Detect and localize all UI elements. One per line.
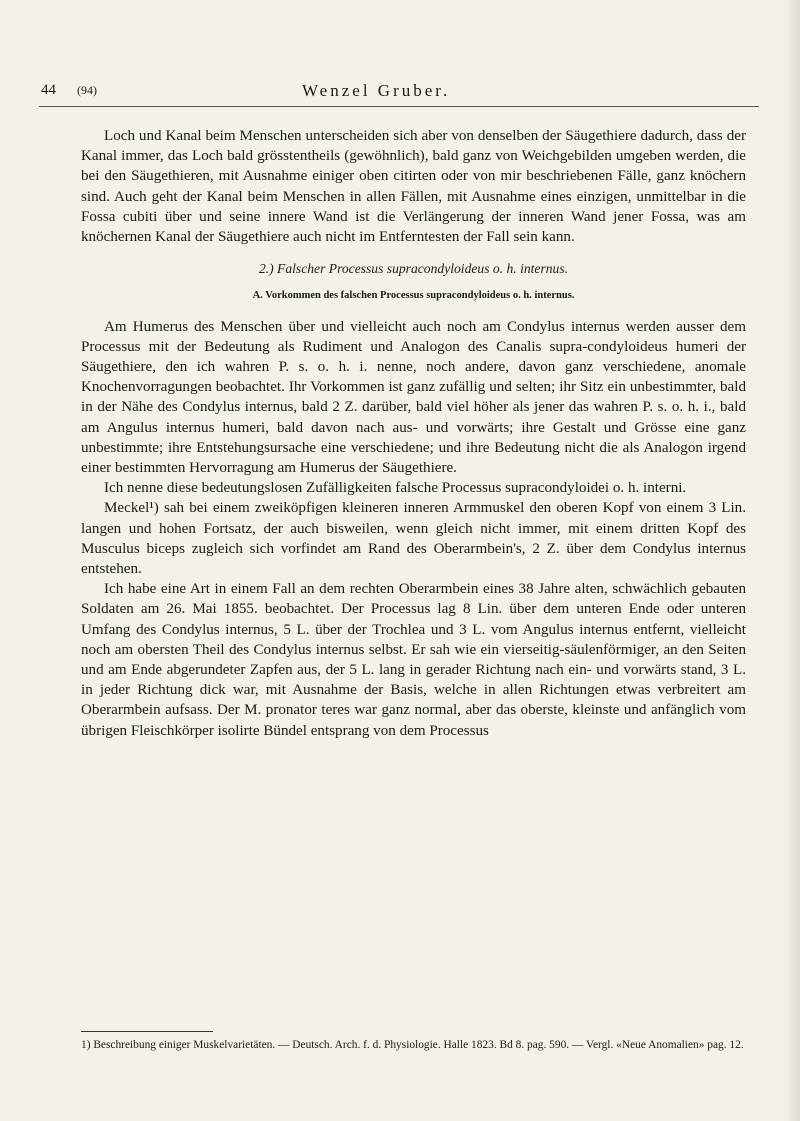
footnote-rule xyxy=(81,1031,213,1032)
section-number: (94) xyxy=(77,83,97,97)
body-text xyxy=(81,126,746,741)
running-header xyxy=(39,82,759,107)
paragraph-4: Meckel¹) sah bei einem zweiköpfigen kleineren inneren Armmuskel den oberen Kopf von einem 3 Lin. langen und hohen Fortsatz, der auch bisweilen, wenn gleich nicht immer, mit einem dritten Kopf des Musculus biceps zugleich sich vorfindet am Rand des Oberarmbein's, 2 Z. über dem Condylus internus entstehen. xyxy=(81,500,746,578)
author-name: Wenzel Gruber. xyxy=(302,81,451,100)
footnote-1: 1) Beschreibung einiger Muskelvarietäten. — Deutsch. Arch. f. d. Physiologie. Halle 1823. Bd 8. pag. 590. — Vergl. «Neue Anomalien» pag. 12. xyxy=(81,1039,744,1051)
paragraph-2: Am Humerus des Menschen über und vielleicht auch noch am Condylus internus werden ausser dem Processus mit der Bedeutung als Rudiment und Analogon des Canalis supra-condyloideus humeri der Säugethiere, den ich wahren P. s. o. h. i. nenne, noch andere, davon ganz verschiedene, anomale Knochenvorragungen beobachtet. Ihr Vorkommen ist ganz zufällig und selten; ihr Sitz ein unbestimmter, bald in der Nähe des Condylus internus, bald 2 Z. darüber, bald viel höher als jener das wahren P. s. o. h. i., bald am Angulus internus humeri, bald davon nach aus- und vorwärts; ihre Gestalt und Grösse eine ganz unbestimmte; ihre Entstehungsursache eine verschiedene; und ihre Bedeutung nicht die als Analogon irgend einer bestimmten Hervorragung am Humerus der Säugethiere. xyxy=(81,318,746,477)
subheading: 2.) Falscher Processus supracondyloideus o. h. internus. xyxy=(258,261,569,277)
paragraph-3: Ich nenne diese bedeutungslosen Zufälligkeiten falsche Processus supracondyloidei o. h. interni. xyxy=(104,480,687,497)
footnotes xyxy=(81,1031,746,1053)
scan-edge-shadow xyxy=(786,0,800,1121)
subsubheading: A. Vorkommen des falschen Processus supracondyloideus o. h. internus. xyxy=(252,290,575,302)
paragraph-1: Loch und Kanal beim Menschen unterscheiden sich aber von denselben der Säugethiere dadurch, dass der Kanal immer, das Loch bald grösstentheils (gewöhnlich), bald ganz von Weichgebilden umgeben werden, die bei den Säugethieren, mit Ausnahme einiger oben citirten oder von mir beschriebenen Fälle, ganz knöchern sind. Auch geht der Kanal beim Menschen in allen Fällen, mit Ausnahme eines einzigen, unmittelbar in die Fossa cubiti über und seine innere Wand ist die Verlängerung der inneren Wand jener Fossa, was am knöchernen Kanal der Säugethiere auch nicht im Entferntesten der Fall sein kann. xyxy=(81,128,746,246)
page-number: 44 xyxy=(41,82,56,98)
paragraph-5: Ich habe eine Art in einem Fall an dem rechten Oberarmbein eines 38 Jahre alten, schwächlich gebauten Soldaten am 26. Mai 1855. beobachtet. Der Processus lag 8 Lin. über dem unteren Ende oder unteren Umfang des Condylus internus, 5 L. über der Trochlea und 3 L. vom Angulus internus entfernt, vielleicht noch am obersten Theil des Condylus internus selbst. Er sah wie ein vierseitig-säulenförmiger, an den Seiten und am Ende abgerundeter Zapfen aus, der 5 L. lang in gerader Richtung nach ein- und vorwärts stand, 3 L. in jeder Richtung dick war, mit Ausnahme der Basis, welche in allen Richtungen etwas verbreitert am Oberarmbein aufsass. Der M. pronator teres war ganz normal, aber das oberste, kleinste und anfänglich vom übrigen Fleischkörper isolirte Bündel entsprang von dem Processus xyxy=(81,581,746,739)
